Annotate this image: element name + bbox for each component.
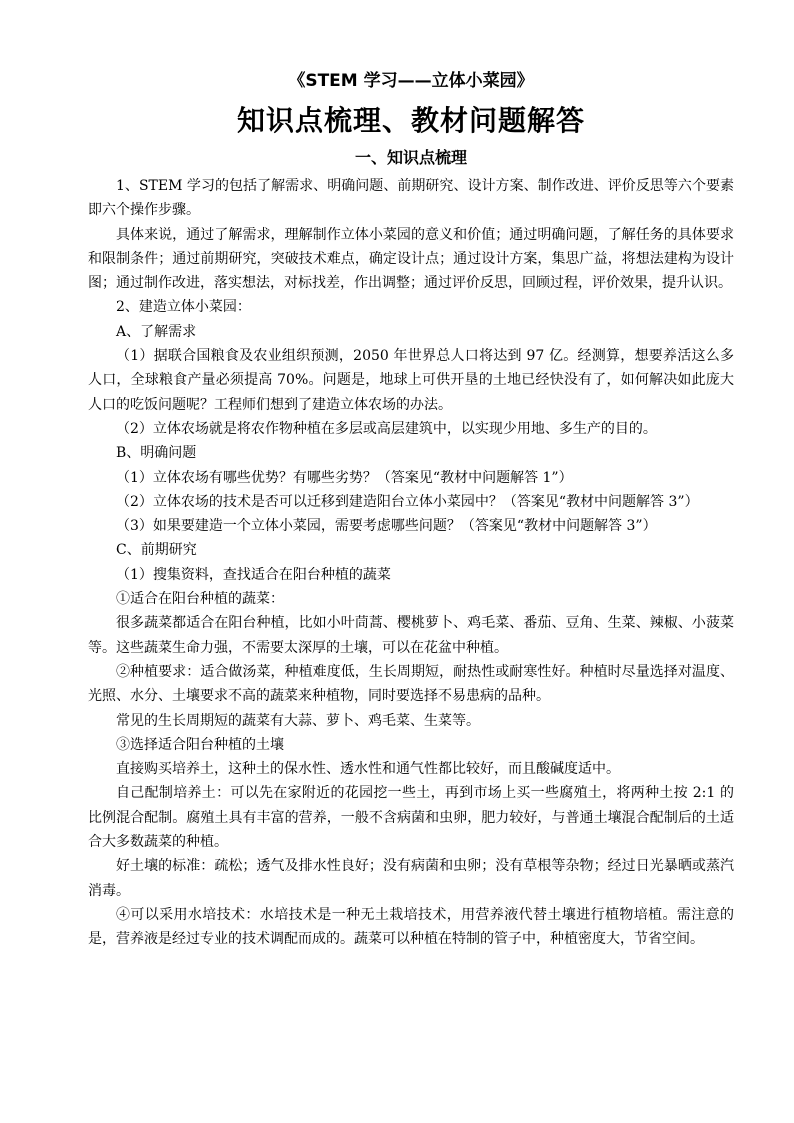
- paragraph: （3）如果要建造一个立体小菜园，需要考虑哪些问题？（答案见“教材中问题解答 3”）: [116, 518, 657, 535]
- paragraph: 2、建造立体小菜园：: [116, 299, 251, 316]
- paragraph: （1）搜集资料，查找适合在阳台种植的蔬菜: [116, 566, 391, 583]
- paragraph: 直接购买培养土，这种土的保水性、透水性和通气性都比较好，而且酸碱度适中。: [116, 761, 620, 778]
- document-body: [88, 174, 734, 952]
- paragraph: （1）据联合国粮食及农业组织预测，2050 年世界总人口将达到 97 亿。经测算，想要养活这么多人口，全球粮食产量必须提高 70%。问题是，地球上可供开垦的土地已经快没有了，如何解决如此庞大人口的吃饭问题呢？工程师们想到了建造立体农场的办法。: [88, 348, 734, 413]
- paragraph: 很多蔬菜都适合在阳台种植，比如小叶茼蒿、樱桃萝卜、鸡毛菜、番茄、豆角、生菜、辣椒、小菠菜等。这些蔬菜生命力强，不需要太深厚的土壤，可以在花盆中种植。: [88, 615, 734, 656]
- paragraph: C、前期研究: [116, 542, 197, 559]
- paragraph: 具体来说，通过了解需求，理解制作立体小菜园的意义和价值；通过明确问题，了解任务的具体要求和限制条件；通过前期研究，突破技术难点，确定设计点；通过设计方案，集思广益，将想法建构为设计图；通过制作改进，落实想法，对标找差，作出调整；通过评价反思，回顾过程，评价效果，提升认识。: [88, 226, 734, 292]
- paragraph: 常见的生长周期短的蔬菜有大蒜、萝卜、鸡毛菜、生菜等。: [116, 712, 480, 729]
- document-title: 知识点梳理、教材问题解答: [236, 104, 585, 137]
- paragraph: （2）立体农场的技术是否可以迁移到建造阳台立体小菜园中？（答案见“教材中问题解答 3”）: [116, 493, 699, 510]
- paragraph: B、明确问题: [116, 445, 197, 462]
- section-heading: 一、知识点梳理: [354, 148, 467, 167]
- paragraph: ②种植要求：适合做汤菜，种植难度低，生长周期短，耐热性或耐寒性好。种植时尽量选择对温度、光照、水分、土壤要求不高的蔬菜来种植物，同时要选择不易患病的品种。: [88, 663, 734, 705]
- paragraph: 自己配制培养土：可以先在家附近的花园挖一些土，再到市场上买一些腐殖土，将两种土按 2:1 的比例混合配制。腐殖土具有丰富的营养，一般不含病菌和虫卵，肥力较好，与普通土壤混合配制后的土适合大多数蔬菜的种植。: [88, 785, 734, 851]
- paragraph: ①适合在阳台种植的蔬菜：: [116, 591, 284, 608]
- paragraph: A、了解需求: [116, 323, 197, 340]
- document-subtitle: 《STEM 学习——立体小菜园》: [288, 71, 534, 91]
- paragraph: ③选择适合阳台种植的土壤: [116, 736, 284, 753]
- paragraph: ④可以采用水培技术：水培技术是一种无土栽培技术，用营养液代替土壤进行植物培植。需注意的是，营养液是经过专业的技术调配而成的。蔬菜可以种植在特制的管子中，种植密度大，节省空间。: [88, 906, 734, 948]
- paragraph: 1、STEM 学习的包括了解需求、明确问题、前期研究、设计方案、制作改进、评价反思等六个要素即六个操作步骤。: [88, 178, 734, 219]
- paragraph: （1）立体农场有哪些优势？有哪些劣势？（答案见“教材中问题解答 1”）: [116, 469, 573, 486]
- paragraph: 好土壤的标准：疏松；透气及排水性良好；没有病菌和虫卵；没有草根等杂物；经过日光暴晒或蒸汽消毒。: [88, 858, 734, 899]
- paragraph: （2）立体农场就是将农作物种植在多层或高层建筑中，以实现少用地、多生产的目的。: [116, 420, 657, 437]
